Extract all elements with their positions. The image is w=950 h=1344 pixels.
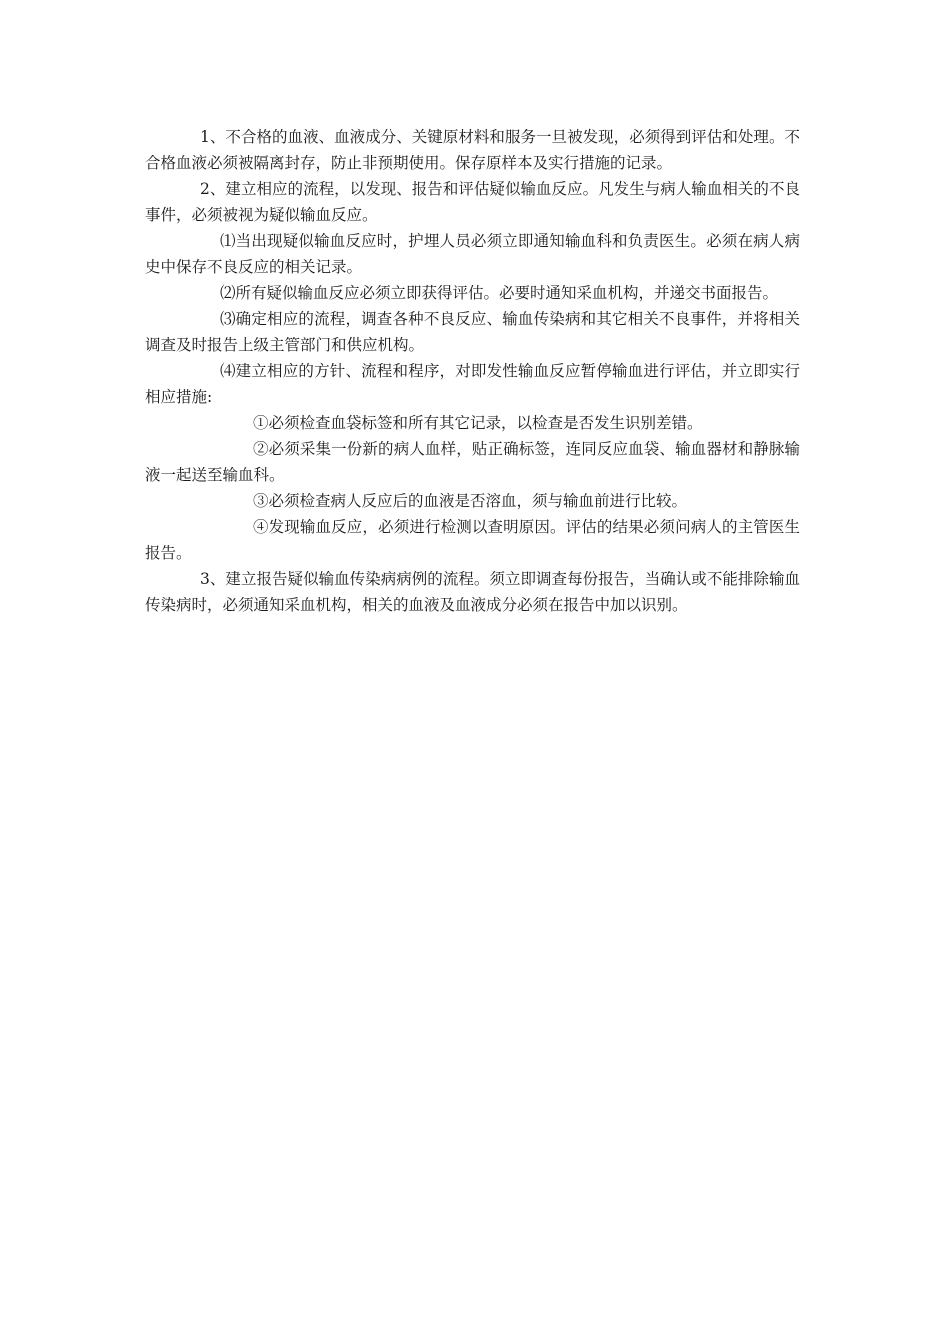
document-body xyxy=(145,124,800,618)
paragraph-2: 2、建立相应的流程，以发现、报告和评估疑似输血反应。凡发生与病人输血相关的不良事件，必须被视为疑似输血反应。 xyxy=(145,180,800,224)
sub-item-3: ⑶确定相应的流程，调查各种不良反应、输血传染病和其它相关不良事件，并将相关调查及时报告上级主管部门和供应机构。 xyxy=(145,310,800,354)
step-item-3: ③必须检查病人反应后的血液是否溶血，须与输血前进行比较。 xyxy=(253,492,688,510)
paragraph-3: 3、建立报告疑似输血传染病病例的流程。须立即调查每份报告，当确认或不能排除输血传染病时，必须通知采血机构，相关的血液及血液成分必须在报告中加以识别。 xyxy=(145,570,800,614)
step-item-2: ②必须采集一份新的病人血样，贴正确标签，连同反应血袋、输血器材和静脉输液一起送至输血科。 xyxy=(145,440,800,484)
sub-item-2: ⑵所有疑似输血反应必须立即获得评估。必要时通知采血机构，并递交书面报告。 xyxy=(220,284,779,302)
paragraph-1: 1、不合格的血液、血液成分、关键原材料和服务一旦被发现，必须得到评估和处理。不合格血液必须被隔离封存，防止非预期使用。保存原样本及实行措施的记录。 xyxy=(145,128,800,172)
sub-item-4: ⑷建立相应的方针、流程和程序，对即发性输血反应暂停输血进行评估，并立即实行相应措施: xyxy=(145,362,800,406)
step-item-4: ④发现输血反应，必须进行检测以查明原因。评估的结果必须问病人的主管医生报告。 xyxy=(145,518,800,562)
step-item-1: ①必须检查血袋标签和所有其它记录，以检查是否发生识别差错。 xyxy=(253,414,703,432)
sub-item-1: ⑴当出现疑似输血反应时，护埋人员必须立即通知输血科和负责医生。必须在病人病史中保存不良反应的相关记录。 xyxy=(145,232,800,276)
